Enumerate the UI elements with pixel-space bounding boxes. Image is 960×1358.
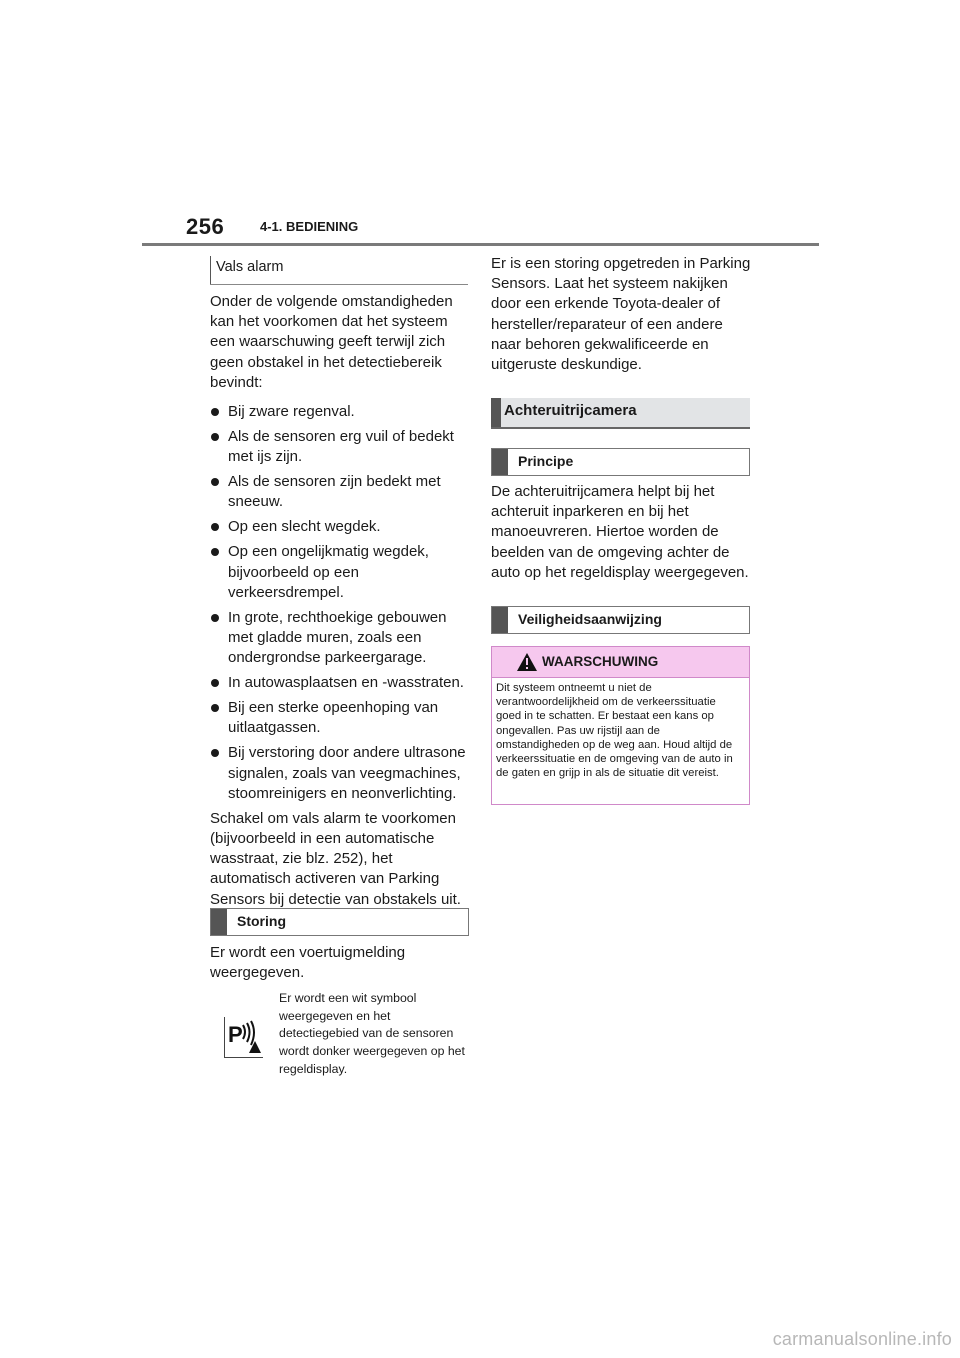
list-item: In grote, rechthoekige gebouwen met gladde muren, zoals een ondergrondse parkeergarage. xyxy=(210,608,472,669)
camera-heading-text: Achteruitrijcamera xyxy=(504,402,637,419)
icon-description: Er wordt een wit symbool weergegeven en het detectiegebied van de sensoren wordt donker weergegeven op het regeldisplay. xyxy=(279,991,465,1076)
principle-text: De achteruitrijcamera helpt bij het achteruit inparkeren en bij het manoeuvreren. Hiertoe worden de beelden van de omgeving achter de auto op het regeldisplay weergegeven. xyxy=(491,483,749,581)
page-number: 256 xyxy=(186,214,225,239)
parking-sensor-warning-icon-graphic xyxy=(225,1017,263,1057)
list-item: Bij zware regenval. xyxy=(210,402,472,422)
principle-heading-text: Principe xyxy=(518,453,574,469)
false-alarm-heading xyxy=(210,256,468,285)
storing-heading xyxy=(210,908,469,936)
warning-header xyxy=(492,647,749,678)
heading-block xyxy=(492,449,508,475)
warning-box xyxy=(491,646,750,805)
storing-heading-text: Storing xyxy=(237,913,286,929)
heading-block xyxy=(492,607,508,633)
list-item: Bij een sterke opeenhoping van uitlaatgassen. xyxy=(210,698,472,738)
warning-triangle-icon xyxy=(516,652,538,672)
heading-block xyxy=(491,398,501,427)
watermark: carmanualsonline.info xyxy=(772,1329,952,1349)
camera-heading xyxy=(491,398,750,429)
list-item: Op een ongelijkmatig wegdek, bijvoorbeeld op een verkeersdrempel. xyxy=(210,542,472,603)
safety-heading-text: Veiligheidsaanwijzing xyxy=(518,611,662,627)
section-label: 4-1. BEDIENING xyxy=(260,219,359,234)
list-item: Als de sensoren zijn bedekt met sneeuw. xyxy=(210,472,472,512)
heading-block xyxy=(211,909,227,935)
false-alarm-list xyxy=(210,402,472,804)
false-alarm-heading-text: Vals alarm xyxy=(216,259,284,275)
header-rule xyxy=(142,243,819,246)
list-item: Bij verstoring door andere ultrasone signalen, zoals van veegmachines, stoomreinigers en neonverlichting. xyxy=(210,743,472,804)
list-item: Op een slecht wegdek. xyxy=(210,517,472,537)
principle-heading xyxy=(491,448,750,476)
storing-continued-text: Er is een storing opgetreden in Parking Sensors. Laat het systeem nakijken door een erkende Toyota-dealer of hersteller/reparateur of een andere naar behoren gekwalificeerde en uitgeruste deskundige. xyxy=(491,255,751,374)
safety-heading xyxy=(491,606,750,634)
list-item: In autowasplaatsen en -wasstraten. xyxy=(210,673,472,693)
list-item: Als de sensoren erg vuil of bedekt met ijs zijn. xyxy=(210,427,472,467)
parking-sensor-warning-icon xyxy=(224,1017,263,1058)
warning-title: WAARSCHUWING xyxy=(542,654,659,669)
svg-text:P: P xyxy=(228,1022,243,1047)
storing-text: Er wordt een voertuigmelding weergegeven. xyxy=(210,944,406,982)
avoid-false-alarm-text: Schakel om vals alarm te voorkomen (bijvoorbeeld in een automatische wasstraat, zie blz. 252), het automatisch activeren van Parking Sensors bij detectie van obstakels uit. xyxy=(210,809,461,908)
false-alarm-intro: Onder de volgende omstandigheden kan het voorkomen dat het systeem een waarschuwing geeft terwijl zich geen obstakel in het detectiebereik bevindt: xyxy=(210,293,453,391)
false-alarm-section xyxy=(210,292,472,910)
warning-text: Dit systeem ontneemt u niet de verantwoordelijkheid om de verkeerssituatie goed in te schatten. Er bestaat een kans op ongevallen. Pas uw rijstijl aan de omstandigheden op de weg aan. Houd altijd de verkeerssituatie en de omgeving van de auto in de gaten en grijp in als de situatie dit vereist. xyxy=(496,682,733,780)
heading-bar xyxy=(210,256,211,284)
